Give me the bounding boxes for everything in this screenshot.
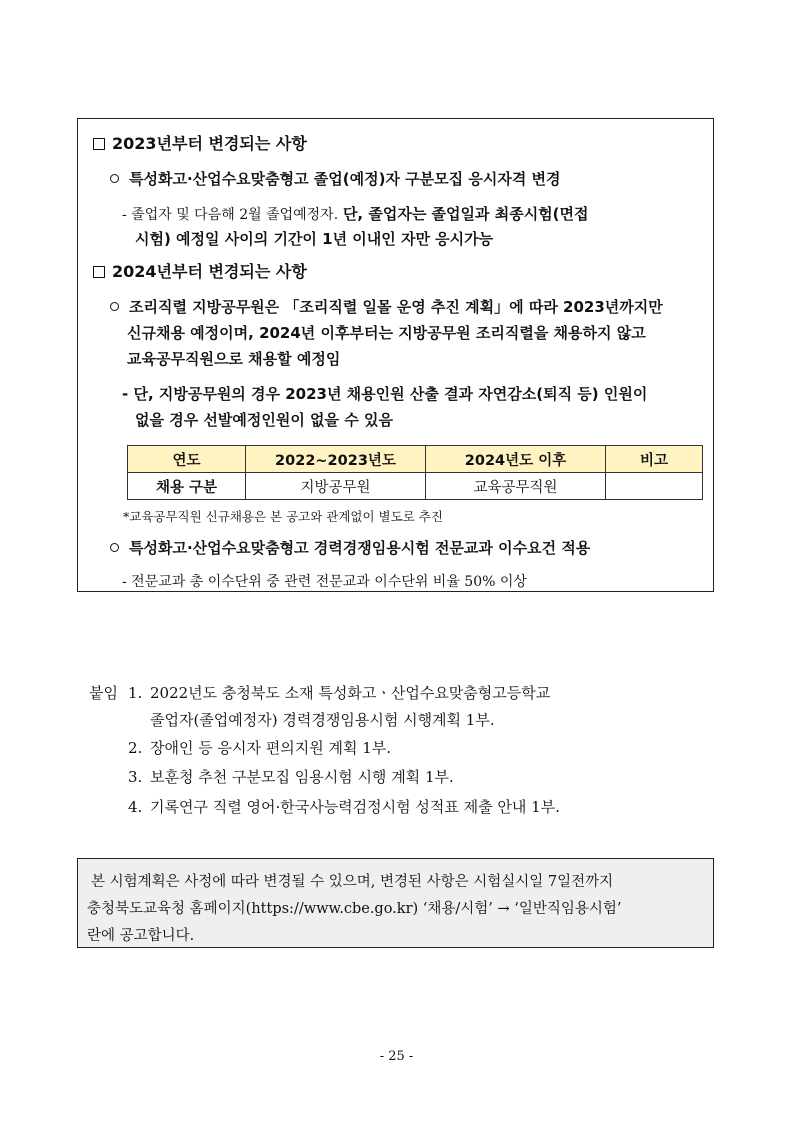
notice-box <box>77 858 714 948</box>
notice-line2: 충청북도교육청 홈페이지(https://www.cbe.go.kr) ‘채용/시험’ → ‘일반직임용시험’ <box>87 901 622 917</box>
table-cell: 교육공무직원 <box>426 473 606 500</box>
attachment-num-2: 2. <box>128 739 143 757</box>
attachment-num-1: 1. <box>128 684 143 702</box>
detail-credit: - 전문교과 총 이수단위 중 관련 전문교과 이수단위 비율 50% 이상 <box>122 574 527 590</box>
table-header-row <box>128 446 703 473</box>
square-bullet-icon <box>93 138 105 150</box>
hiring-table <box>127 445 703 500</box>
table-cell: 지방공무원 <box>246 473 426 500</box>
detail-2024-line2: 없을 경우 선발예정인원이 없을 수 있음 <box>135 411 393 429</box>
page-number: - 25 - <box>379 1049 414 1064</box>
detail-2023-line2: 시험) 예정일 사이의 기간이 1년 이내인 자만 응시가능 <box>135 230 494 248</box>
attachment-label: 붙임 <box>89 684 118 702</box>
table-header: 2022~2023년도 <box>246 446 426 473</box>
table-note: *교육공무직원 신규채용은 본 공고와 관계없이 별도로 추진 <box>123 509 443 524</box>
attachment-1-line1: 2022년도 충청북도 소재 특성화고ㆍ산업수요맞춤형고등학교 <box>150 684 551 702</box>
attachment-4: 기록연구 직렬 영어·한국사능력검정시험 성적표 제출 안내 1부. <box>150 798 560 816</box>
changes-box <box>77 118 714 592</box>
bullet-2024-cook-line3: 교육공무직원으로 채용할 예정임 <box>127 350 341 368</box>
heading-2024: 2024년부터 변경되는 사항 <box>93 262 307 282</box>
detail-2024-line1: - 단, 지방공무원의 경우 2023년 채용인원 산출 결과 자연감소(퇴직 등) 인원이 <box>122 385 648 403</box>
square-bullet-icon <box>93 266 105 278</box>
circle-bullet-icon <box>110 302 119 311</box>
circle-bullet-icon <box>110 543 119 552</box>
table-header: 비고 <box>606 446 703 473</box>
table-header: 2024년도 이후 <box>426 446 606 473</box>
table-row <box>128 473 703 500</box>
circle-bullet-icon <box>110 174 119 183</box>
bullet-2024-cook-line2: 신규채용 예정이며, 2024년 이후부터는 지방공무원 조리직렬을 채용하지 않고 <box>127 324 646 342</box>
bullet-2024-cook-line1: 조리직렬 지방공무원은 「조리직렬 일몰 운영 추진 계획」에 따라 2023년까지만 <box>110 297 663 317</box>
heading-2023: 2023년부터 변경되는 사항 <box>93 134 307 154</box>
attachment-2: 장애인 등 응시자 편의지원 계획 1부. <box>150 739 392 757</box>
detail-2023-line1: - 졸업자 및 다음해 2월 졸업예정자. 단, 졸업자는 졸업일과 최종시험(면접 <box>122 205 589 223</box>
bullet-2024-credit: 특성화고·산업수요맞춤형고 경력경쟁임용시험 전문교과 이수요건 적용 <box>110 538 590 558</box>
table-header: 연도 <box>128 446 246 473</box>
attachment-num-3: 3. <box>128 768 143 786</box>
attachment-1-line2: 졸업자(졸업예정자) 경력경쟁임용시험 시행계획 1부. <box>150 711 495 729</box>
table-cell: 채용 구분 <box>128 473 246 500</box>
bullet-2023-eligibility: 특성화고·산업수요맞춤형고 졸업(예정)자 구분모집 응시자격 변경 <box>110 169 561 189</box>
table-cell <box>606 473 703 500</box>
notice-line3: 란에 공고합니다. <box>87 928 195 944</box>
notice-line1: 본 시험계획은 사정에 따라 변경될 수 있으며, 변경된 사항은 시험실시일 7일전까지 <box>91 874 614 890</box>
attachment-3: 보훈청 추천 구분모집 임용시험 시행 계획 1부. <box>150 768 454 786</box>
attachment-num-4: 4. <box>128 798 143 816</box>
